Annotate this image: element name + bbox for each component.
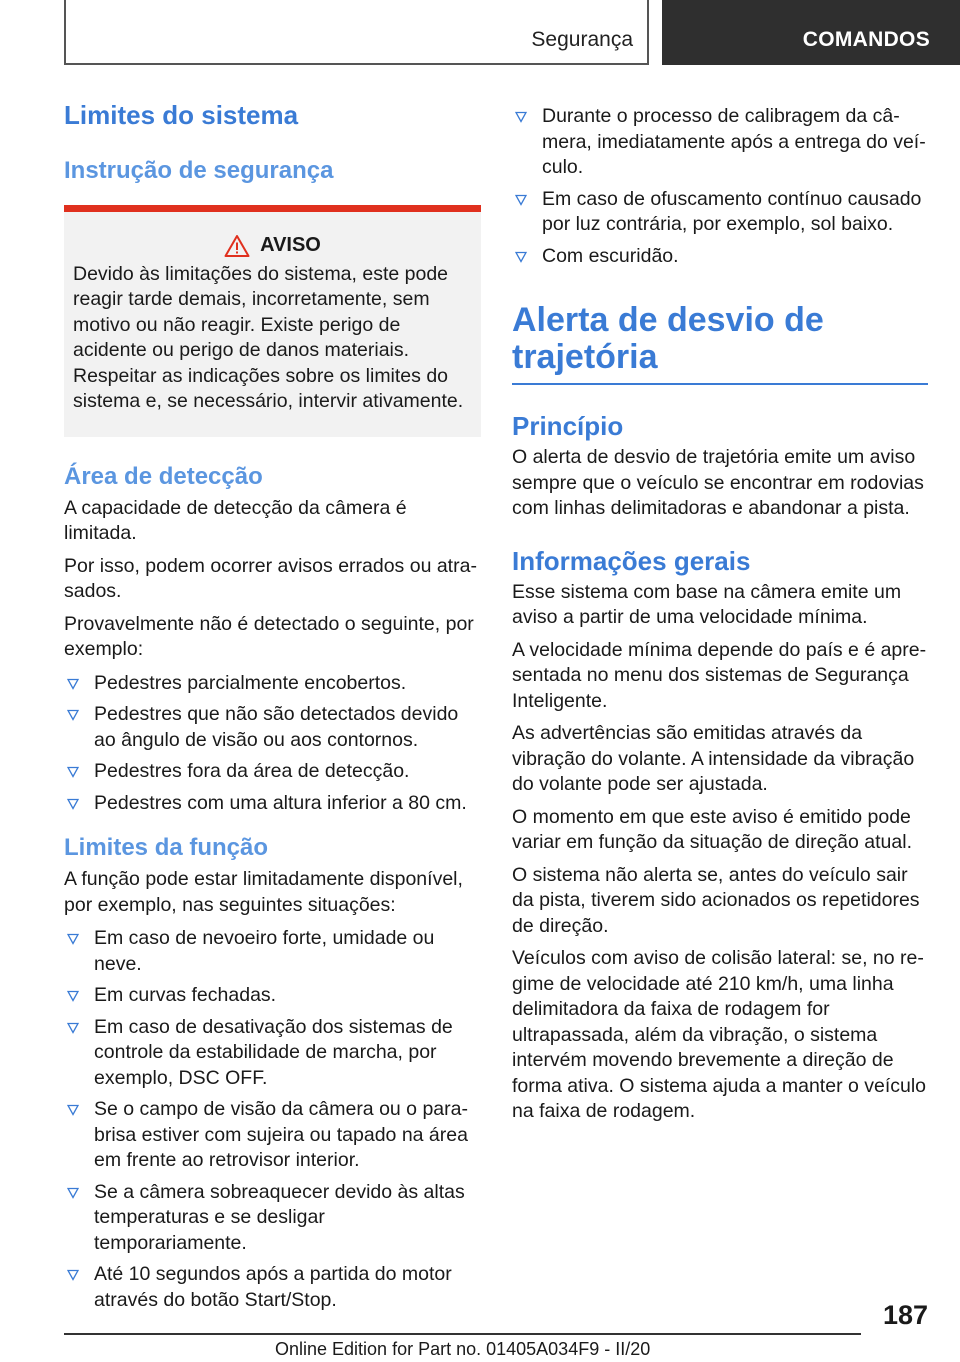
list-item bbox=[512, 187, 928, 238]
warning-text: Devido às limitações do sistema, este pode reagir tarde demais, incorretamente, sem motivo ou não reagir. Existe perigo de acidente ou perigo de danos materiais. Respeitar as indicações sobre os limites do sistema e, se necessário, intervir ativamente. bbox=[73, 262, 464, 413]
warning-box bbox=[64, 205, 481, 437]
list-item-text: Em caso de nevoeiro forte, umidade ou neve. bbox=[94, 927, 435, 975]
triangle-bullet-icon bbox=[67, 709, 79, 721]
lane-departure-title: Alerta de desvio de trajetória bbox=[512, 301, 824, 376]
function-limits-heading: Limites da função bbox=[64, 834, 269, 862]
list-item-text: Pedestres com uma altura inferior a 80 cm. bbox=[94, 791, 467, 814]
principle-heading: Princípio bbox=[512, 410, 624, 441]
list-item-text: Durante o processo de calibragem da câmera, imediatamente após a entrega do veículo. bbox=[542, 105, 926, 178]
general-paragraph-5: O sistema não alerta se, antes do veículo sair da pista, tiverem sido acionados os repetidores de direção. bbox=[512, 863, 920, 937]
general-paragraph-3: As advertências são emitidas através da vibração do volante. A intensidade da vibração do volante pode ser ajustada. bbox=[512, 722, 915, 796]
function-limits-list bbox=[64, 926, 481, 1313]
detection-list bbox=[64, 671, 481, 817]
warning-header bbox=[73, 234, 472, 258]
list-item bbox=[64, 1015, 481, 1092]
list-item-text: Se o campo de visão da câmera ou o para-brisa estiver com sujeira ou tapado na área em frente ao retrovisor interior. bbox=[94, 1098, 468, 1172]
list-item-text: Em curvas fechadas. bbox=[94, 984, 277, 1007]
list-item-text: Se a câmera sobreaquecer devido às altas temperaturas e se desligar temporariamente. bbox=[94, 1180, 465, 1254]
list-item bbox=[512, 244, 928, 270]
list-item bbox=[64, 983, 481, 1009]
general-paragraph-1: Esse sistema com base na câmera emite um aviso a partir de uma velocidade mínima. bbox=[512, 580, 902, 629]
list-item bbox=[64, 1180, 481, 1257]
detection-paragraph-3: Provavelmente não é detectado o seguinte, por exemplo: bbox=[64, 612, 474, 661]
list-item bbox=[64, 926, 481, 977]
detection-paragraph-2: Por isso, podem ocorrer avisos errados ou atrasados. bbox=[64, 554, 477, 603]
list-item-text: Em caso de ofuscamento contínuo causado por luz contrária, por exemplo, sol baixo. bbox=[542, 187, 922, 235]
list-item-text: Pedestres que não são detectados devido ao ângulo de visão ou aos contornos. bbox=[94, 703, 459, 751]
triangle-bullet-icon bbox=[67, 1022, 79, 1034]
list-item bbox=[512, 104, 928, 181]
list-item-text: Até 10 segundos após a partida do motor através do botão Start/Stop. bbox=[94, 1263, 452, 1311]
left-column bbox=[64, 100, 481, 1319]
header-section-box bbox=[64, 0, 649, 65]
list-item-text: Pedestres fora da área de detecção. bbox=[94, 760, 410, 783]
section-title: Segurança bbox=[531, 28, 633, 51]
function-limits-paragraph: A função pode estar limitadamente disponível, por exemplo, nas seguintes situações: bbox=[64, 868, 463, 916]
detection-paragraph-1: A capacidade de detecção da câmera é limitada. bbox=[64, 496, 407, 545]
page-number: 187 bbox=[882, 1300, 928, 1330]
general-paragraph-2: A velocidade mínima depende do país e é apresentada no menu dos sistemas de Segurança Inteligente. bbox=[512, 638, 927, 712]
triangle-bullet-icon bbox=[515, 194, 527, 206]
list-item bbox=[64, 1262, 481, 1313]
footer-rule bbox=[64, 1333, 861, 1335]
triangle-bullet-icon bbox=[67, 933, 79, 945]
list-item-text: Com escuridão. bbox=[542, 244, 679, 267]
general-info-heading: Informações gerais bbox=[512, 545, 751, 576]
list-item-text: Em caso de desativação dos sistemas de controle da estabilidade de marcha, por exemplo, DSC OFF. bbox=[94, 1015, 453, 1089]
principle-paragraph: O alerta de desvio de trajetória emite um aviso sempre que o veículo se encontrar em rodovias com linhas delimitadoras e abandonar a pista. bbox=[512, 446, 924, 520]
general-paragraph-6: Veículos com aviso de colisão lateral: se, no regime de velocidade até 210 km/h, uma linha delimitadora da faixa de rodagem for ultrapassada, além da vibração, o sistema intervém movendo brevemente a direção de forma ativa. O sistema ajuda a manter o veículo na faixa de rodagem. bbox=[512, 947, 927, 1123]
list-item-text: Pedestres parcialmente encobertos. bbox=[94, 671, 407, 694]
triangle-bullet-icon bbox=[67, 766, 79, 778]
header-chapter-box bbox=[662, 0, 960, 65]
triangle-bullet-icon bbox=[67, 678, 79, 690]
list-item bbox=[64, 671, 481, 697]
triangle-bullet-icon bbox=[67, 1269, 79, 1281]
triangle-bullet-icon bbox=[67, 1187, 79, 1199]
triangle-bullet-icon bbox=[67, 1104, 79, 1116]
list-item bbox=[64, 791, 481, 817]
footer-edition: Online Edition for Part no. 01405A034F9 - II/20 bbox=[275, 1339, 651, 1359]
function-limits-list-continued bbox=[512, 104, 928, 269]
triangle-bullet-icon bbox=[515, 251, 527, 263]
triangle-bullet-icon bbox=[67, 798, 79, 810]
title-rule bbox=[512, 383, 928, 385]
right-column bbox=[512, 100, 928, 1125]
triangle-bullet-icon bbox=[67, 990, 79, 1002]
list-item bbox=[64, 1097, 481, 1174]
warning-triangle-icon bbox=[224, 234, 250, 258]
triangle-bullet-icon bbox=[515, 111, 527, 123]
list-item bbox=[64, 759, 481, 785]
warning-label: AVISO bbox=[260, 234, 321, 257]
list-item bbox=[64, 702, 481, 753]
limits-title: Limites do sistema bbox=[64, 100, 299, 130]
detection-heading: Área de detecção bbox=[64, 462, 263, 490]
chapter-title: COMANDOS bbox=[802, 28, 930, 51]
safety-heading: Instrução de segurança bbox=[64, 157, 334, 185]
general-paragraph-4: O momento em que este aviso é emitido pode variar em função da situação de direção atual. bbox=[512, 805, 912, 854]
